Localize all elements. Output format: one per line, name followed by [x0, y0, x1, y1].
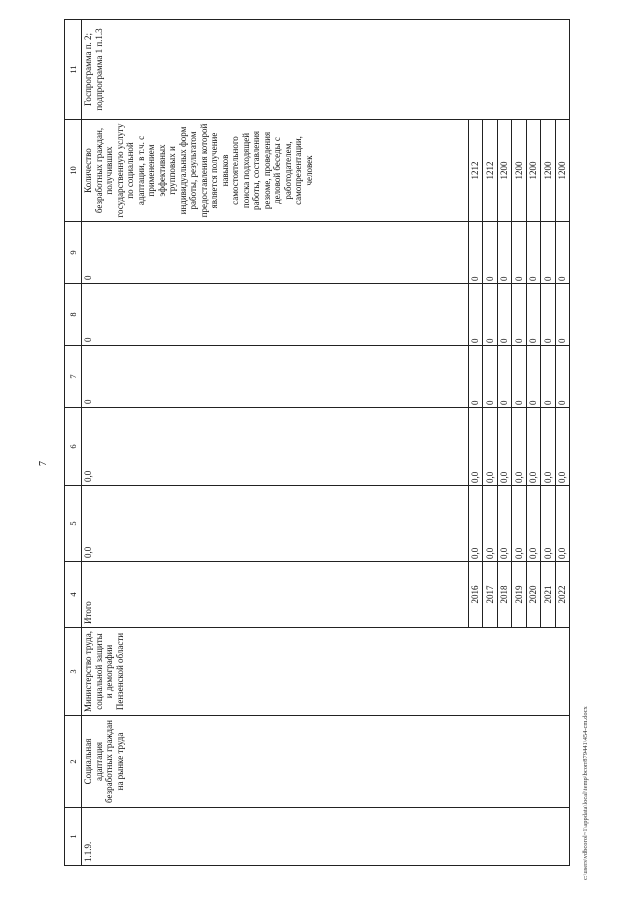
total-col-5: 0,0: [82, 486, 469, 562]
indicator-description: Количество безработных граждан, получивших государственную услугу по социальной адаптации, в т.ч. с применением эффективных групповых и индивидуальных форм работы, результатом предоставления которой является получение навыков самостоятельного поиска подходящей работы, составления резюме, проведения деловой беседы с работодателем, самопрезентации, человек: [82, 120, 469, 222]
year-value-col-7: 0: [512, 346, 526, 408]
year-value-col-7: 0: [483, 346, 497, 408]
header-col-10: 10: [65, 120, 82, 222]
year-value-col-9: 0: [526, 222, 540, 284]
header-col-7: 7: [65, 346, 82, 408]
year-value-col-6: 0,0: [497, 408, 511, 486]
year-value-col-6: 0,0: [541, 408, 555, 486]
year-value-col-7: 0: [468, 346, 482, 408]
header-col-11: 11: [65, 20, 82, 120]
year-value-col-10: 1200: [526, 120, 540, 222]
total-label: Итого: [82, 562, 469, 628]
year-value-col-8: 0: [555, 284, 569, 346]
activity-name: Социальная адаптация безработных граждан на рынке труда: [82, 716, 570, 808]
year-value-col-7: 0: [526, 346, 540, 408]
program-table: [64, 19, 570, 866]
year-value-col-8: 0: [526, 284, 540, 346]
year-value-col-9: 0: [555, 222, 569, 284]
header-col-3: 3: [65, 628, 82, 716]
program-reference: Госпрограмма п. 2; подпрограмма 1 п.1.3: [82, 20, 570, 120]
year-value-col-5: 0,0: [468, 486, 482, 562]
header-col-2: 2: [65, 716, 82, 808]
header-col-4: 4: [65, 562, 82, 628]
header-col-8: 8: [65, 284, 82, 346]
year-value-col-5: 0,0: [512, 486, 526, 562]
page-number: 7: [38, 461, 49, 466]
total-col-7: 0: [82, 346, 469, 408]
table-row: [82, 20, 469, 866]
year-value-col-6: 0,0: [512, 408, 526, 486]
year-value-col-5: 0,0: [497, 486, 511, 562]
year-value-col-8: 0: [483, 284, 497, 346]
year-cell: 2021: [541, 562, 555, 628]
year-cell: 2016: [468, 562, 482, 628]
year-value-col-7: 0: [497, 346, 511, 408]
year-value-col-9: 0: [483, 222, 497, 284]
year-value-col-5: 0,0: [555, 486, 569, 562]
header-col-6: 6: [65, 408, 82, 486]
year-value-col-8: 0: [512, 284, 526, 346]
year-value-col-9: 0: [497, 222, 511, 284]
year-value-col-9: 0: [468, 222, 482, 284]
year-cell: 2020: [526, 562, 540, 628]
year-cell: 2019: [512, 562, 526, 628]
year-value-col-5: 0,0: [541, 486, 555, 562]
year-cell: 2017: [483, 562, 497, 628]
year-value-col-6: 0,0: [468, 408, 482, 486]
year-value-col-6: 0,0: [526, 408, 540, 486]
footer-file-path: c:\users\vdbcorol~1\appdata\local\temp\bcorr879441\454-cm.docx: [582, 706, 589, 880]
year-value-col-10: 1212: [483, 120, 497, 222]
year-cell: 2018: [497, 562, 511, 628]
year-value-col-5: 0,0: [483, 486, 497, 562]
executor: Министерство труда, социальной защиты и демографии Пензенской области: [82, 628, 570, 716]
year-value-col-10: 1200: [555, 120, 569, 222]
year-value-col-7: 0: [555, 346, 569, 408]
year-value-col-9: 0: [541, 222, 555, 284]
year-value-col-10: 1200: [512, 120, 526, 222]
row-number: 1.1.9.: [82, 808, 570, 866]
header-col-1: 1: [65, 808, 82, 866]
year-value-col-9: 0: [512, 222, 526, 284]
total-col-6: 0,0: [82, 408, 469, 486]
year-value-col-5: 0,0: [526, 486, 540, 562]
year-cell: 2022: [555, 562, 569, 628]
header-col-5: 5: [65, 486, 82, 562]
year-value-col-8: 0: [468, 284, 482, 346]
total-col-8: 0: [82, 284, 469, 346]
year-value-col-10: 1212: [468, 120, 482, 222]
year-value-col-7: 0: [541, 346, 555, 408]
year-value-col-8: 0: [541, 284, 555, 346]
year-value-col-6: 0,0: [555, 408, 569, 486]
year-value-col-6: 0,0: [483, 408, 497, 486]
total-col-9: 0: [82, 222, 469, 284]
header-row: [65, 20, 82, 866]
year-value-col-10: 1200: [541, 120, 555, 222]
year-value-col-8: 0: [497, 284, 511, 346]
rotated-table-wrapper: [64, 20, 570, 866]
header-col-9: 9: [65, 222, 82, 284]
year-value-col-10: 1200: [497, 120, 511, 222]
